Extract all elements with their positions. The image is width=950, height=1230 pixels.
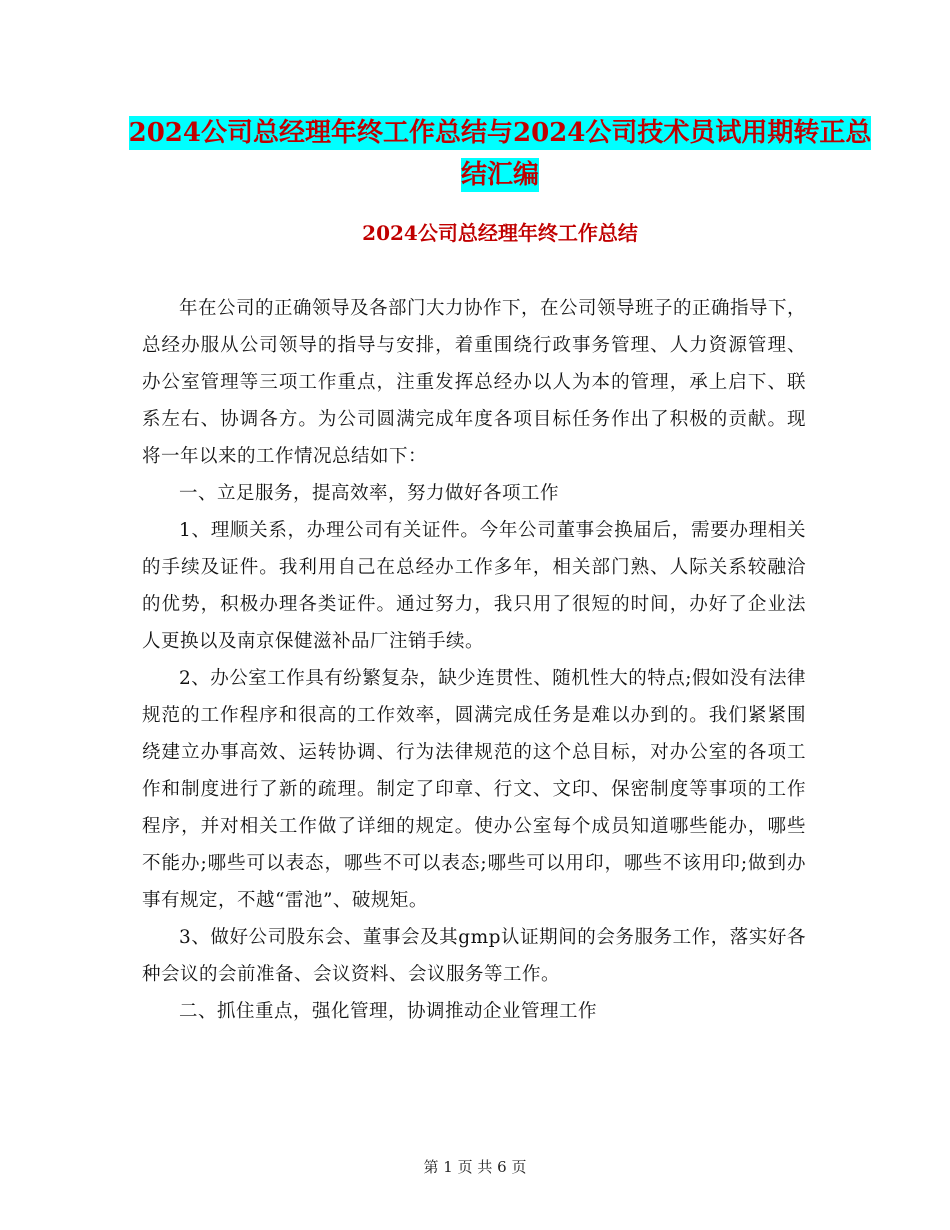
paragraph-intro: 年在公司的正确领导及各部门大力协作下，在公司领导班子的正确指导下，总经办服从公司领导的指导与安排，着重围绕行政事务管理、人力资源管理、办公室管理等三项工作重点，注重发挥总经办以人为本的管理，承上启下、联系左右、协调各方。为公司圆满完成年度各项目标任务作出了积极的贡献。现将一年以来的工作情况总结如下： bbox=[142, 298, 807, 467]
document-title bbox=[120, 112, 880, 196]
document-title-text: 2024公司总经理年终工作总结与2024公司技术员试用期转正总结汇编 bbox=[128, 118, 872, 190]
paragraph-heading-1: 一、立足服务，提高效率，努力做好各项工作 bbox=[179, 483, 560, 504]
section-title: 2024公司总经理年终工作总结 bbox=[362, 221, 638, 245]
document-body bbox=[142, 290, 806, 1030]
paragraph-item-3: 3、做好公司股东会、董事会及其gmp认证期间的会务服务工作，落实好各种会议的会前准备、会议资料、会议服务等工作。 bbox=[142, 927, 806, 985]
paragraph-item-1: 1、理顺关系，办理公司有关证件。今年公司董事会换届后，需要办理相关的手续及证件。我利用自己在总经办工作多年，相关部门熟、人际关系较融洽的优势，积极办理各类证件。通过努力，我只用了很短的时间，办好了企业法人更换以及南京保健滋补品厂注销手续。 bbox=[142, 520, 806, 652]
page-footer: 第 1 页 共 6 页 bbox=[423, 1158, 527, 1176]
paragraph-heading-2: 二、抓住重点，强化管理，协调推动企业管理工作 bbox=[179, 1001, 598, 1022]
paragraph-item-2: 2、办公室工作具有纷繁复杂，缺少连贯性、随机性大的特点;假如没有法律规范的工作程序和很高的工作效率，圆满完成任务是难以办到的。我们紧紧围绕建立办事高效、运转协调、行为法律规范的这个总目标，对办公室的各项工作和制度进行了新的疏理。制定了印章、行文、文印、保密制度等事项的工作程序，并对相关工作做了详细的规定。使办公室每个成员知道哪些能办，哪些不能办;哪些可以表态，哪些不可以表态;哪些可以用印，哪些不该用印;做到办事有规定，不越“雷池”、破规矩。 bbox=[142, 668, 807, 911]
